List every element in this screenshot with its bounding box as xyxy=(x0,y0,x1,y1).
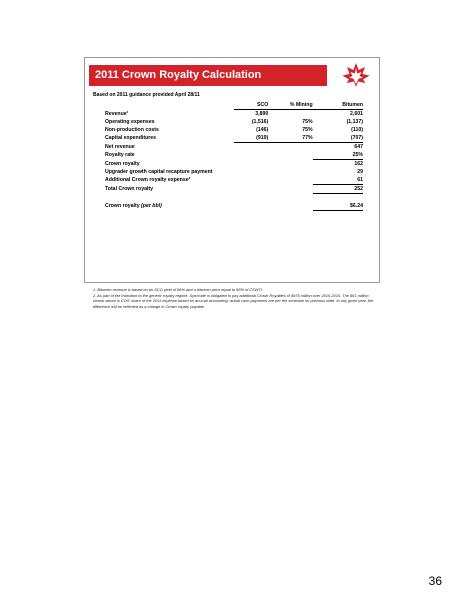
row-label: Non-production costs xyxy=(105,127,159,133)
row-bitumen: (707) xyxy=(350,135,363,141)
slide-header xyxy=(85,58,379,91)
table-row xyxy=(105,110,363,119)
row-label: Net revenue xyxy=(105,143,135,150)
row-bitumen: 29 xyxy=(357,169,363,175)
final-label: Crown royalty (per bbl) xyxy=(105,203,162,210)
column-header-sco: SCO xyxy=(234,101,268,110)
row-mining: 77% xyxy=(302,135,313,141)
row-label: Royalty rate xyxy=(105,152,135,159)
row-mining xyxy=(268,143,312,152)
row-mining xyxy=(268,185,312,194)
footnote-2: 2. As part of the transition to the generic royalty regime, Syncrude is obligated to pay additional Crown Royalties of $975 million over 2010-2015. The $61 million shown above is COS' share of the 2011 expense based on accrual accounting; actual cash payments are per the schedule on previous slide. In any given year, the difference will be reflected as a change in Crown royalty payable. xyxy=(93,292,374,309)
row-mining xyxy=(268,151,312,160)
header-label-spacer xyxy=(105,101,234,110)
table-row xyxy=(105,134,363,143)
row-label: Additional Crown royalty expense² xyxy=(105,177,191,184)
row-label: Revenue¹ xyxy=(105,110,129,117)
table-row xyxy=(105,126,363,134)
row-label: Operating expenses xyxy=(105,119,155,125)
slide-title: 2011 Crown Royalty Calculation xyxy=(89,65,327,86)
table-row xyxy=(105,118,363,126)
page-number: 36 xyxy=(428,574,442,588)
table-row-final xyxy=(105,202,363,211)
table-header-row xyxy=(105,101,363,110)
row-sco xyxy=(234,151,268,160)
table-row xyxy=(105,143,363,152)
row-bitumen: 252 xyxy=(313,185,363,194)
footnotes xyxy=(93,287,375,309)
row-sco: (1,516) xyxy=(251,119,269,125)
row-mining xyxy=(268,160,312,169)
row-bitumen: 2,601 xyxy=(350,111,363,117)
row-label: Capital expenditures xyxy=(105,135,157,142)
row-bitumen: 61 xyxy=(357,177,363,183)
row-bitumen: (110) xyxy=(351,127,363,133)
column-header-mining: % Mining xyxy=(268,101,312,110)
table-row xyxy=(105,160,363,169)
table-row xyxy=(105,151,363,160)
row-label: Upgrader growth capital recapture payment xyxy=(105,169,213,175)
table-row xyxy=(105,176,363,185)
row-mining xyxy=(268,168,312,176)
footnote-1: 1. Bitumen revenue is based on an SCO yield of 86% and a bitumen price equal to 56% of CSWTI. xyxy=(93,287,263,292)
row-bitumen: 162 xyxy=(313,160,363,169)
row-bitumen: 647 xyxy=(313,143,363,152)
row-sco xyxy=(234,176,268,185)
row-mining xyxy=(268,110,312,119)
final-bitumen: $6.24 xyxy=(313,202,363,211)
row-label: Crown royalty xyxy=(105,160,140,167)
row-sco xyxy=(234,160,268,169)
maple-leaf-icon xyxy=(341,62,371,88)
row-sco: (146) xyxy=(256,127,269,133)
table-row xyxy=(105,185,363,194)
row-sco: 3,890 xyxy=(255,111,269,117)
column-header-bitumen: Bitumen xyxy=(313,101,363,110)
row-sco: (919) xyxy=(256,135,269,141)
table-spacer-row xyxy=(105,194,363,203)
row-bitumen: (1,137) xyxy=(346,119,363,125)
row-sco xyxy=(234,168,268,176)
row-mining xyxy=(268,176,312,185)
row-mining: 75% xyxy=(302,119,313,125)
row-bitumen: 25% xyxy=(352,152,363,158)
row-sco xyxy=(234,143,268,152)
row-mining: 75% xyxy=(302,127,313,133)
slide xyxy=(84,57,380,309)
slide-subtitle: Based on 2011 guidance provided April 28/11 xyxy=(93,92,200,98)
row-label: Total Crown royalty xyxy=(105,186,154,192)
royalty-table xyxy=(105,101,363,211)
table-row xyxy=(105,168,363,176)
row-sco xyxy=(234,185,268,194)
